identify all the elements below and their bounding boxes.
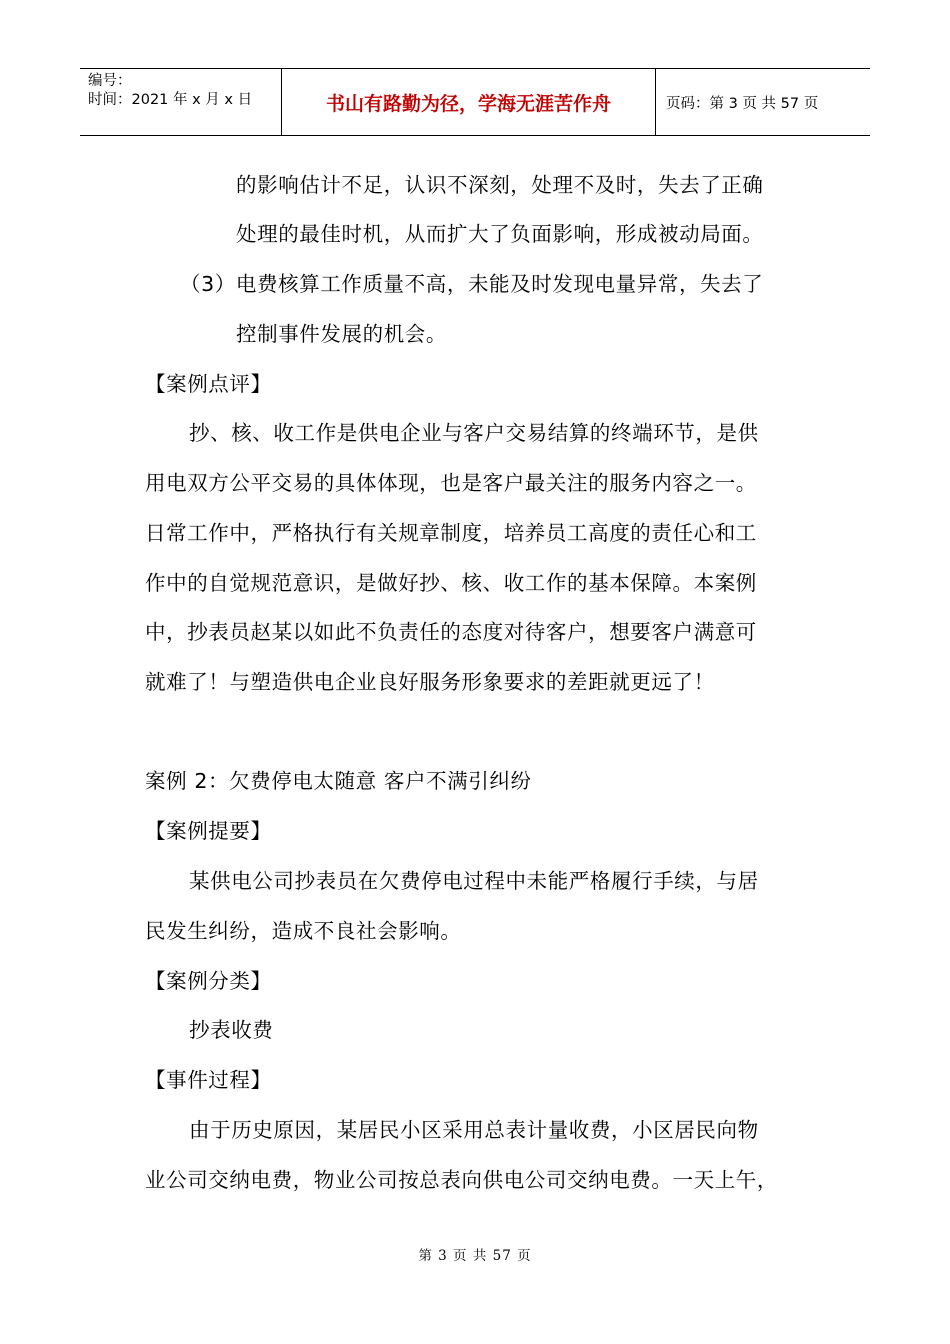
section-heading-case-category: 【案例分类】 xyxy=(145,969,272,993)
body-line: （3）电费核算工作质量不高，未能及时发现电量异常，失去了 xyxy=(180,272,764,296)
case-title: 案例 2：欠费停电太随意 客户不满引纠纷 xyxy=(145,769,532,793)
page-header xyxy=(80,68,870,136)
body-line: 中，抄表员赵某以如此不负责任的态度对待客户，想要客户满意可 xyxy=(145,620,757,644)
header-code-label: 编号： xyxy=(88,73,132,89)
page-footer: 第 3 页 共 57 页 xyxy=(418,1248,532,1264)
body-line: 处理的最佳时机，从而扩大了负面影响，形成被动局面。 xyxy=(236,222,764,246)
header-info-cell xyxy=(80,69,282,135)
body-line: 某供电公司抄表员在欠费停电过程中未能严格履行手续，与居 xyxy=(189,869,759,893)
header-page-label: 页码：第 3 页 共 57 页 xyxy=(666,96,819,112)
header-time-label: 时间：2021 年 x 月 x 日 xyxy=(88,92,253,108)
body-line: 抄表收费 xyxy=(189,1018,274,1042)
body-line: 的影响估计不足，认识不深刻，处理不及时，失去了正确 xyxy=(236,173,764,197)
header-motto-cell xyxy=(282,69,656,135)
section-heading-case-summary: 【案例提要】 xyxy=(145,819,272,843)
body-line: 控制事件发展的机会。 xyxy=(236,322,447,346)
section-heading-case-review: 【案例点评】 xyxy=(145,372,272,396)
body-line: 抄、核、收工作是供电企业与客户交易结算的终端环节，是供 xyxy=(189,421,759,445)
body-line: 作中的自觉规范意识，是做好抄、核、收工作的基本保障。本案例 xyxy=(145,571,757,595)
body-line: 就难了！与塑造供电企业良好服务形象要求的差距就更远了！ xyxy=(145,670,715,694)
header-motto: 书山有路勤为径，学海无涯苦作舟 xyxy=(325,93,611,115)
header-page-cell xyxy=(656,69,870,135)
body-line: 用电双方公平交易的具体体现，也是客户最关注的服务内容之一。 xyxy=(145,471,757,495)
section-heading-event-process: 【事件过程】 xyxy=(145,1068,272,1092)
body-line: 由于历史原因，某居民小区采用总表计量收费，小区居民向物 xyxy=(189,1118,759,1142)
body-line: 日常工作中，严格执行有关规章制度，培养员工高度的责任心和工 xyxy=(145,521,757,545)
body-line: 民发生纠纷，造成不良社会影响。 xyxy=(145,919,462,943)
body-line: 业公司交纳电费，物业公司按总表向供电公司交纳电费。一天上午， xyxy=(145,1168,778,1192)
